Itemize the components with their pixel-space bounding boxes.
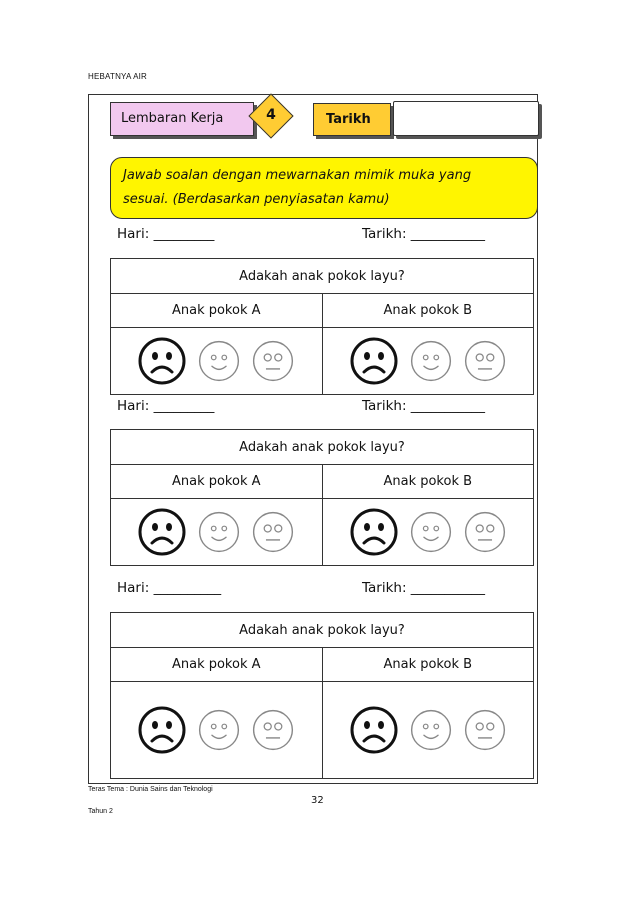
sad-face-icon[interactable] bbox=[137, 705, 187, 755]
date-field-3: Tarikh: ___________ bbox=[362, 580, 486, 596]
page-number: 32 bbox=[311, 795, 324, 806]
instruction-line-1: Jawab soalan dengan mewarnakan mimik muka yang bbox=[123, 168, 472, 183]
day-field-2: Hari: _________ bbox=[117, 398, 215, 414]
neutral-face-icon[interactable] bbox=[463, 339, 507, 383]
question-text: Adakah anak pokok layu? bbox=[111, 613, 534, 648]
footer-year: Tahun 2 bbox=[88, 808, 113, 815]
column-header-a: Anak pokok A bbox=[111, 648, 323, 682]
faces-cell-a bbox=[111, 328, 323, 395]
faces-cell-b bbox=[322, 328, 534, 395]
footer-theme: Teras Tema : Dunia Sains dan Teknologi bbox=[88, 786, 213, 793]
column-header-a: Anak pokok A bbox=[111, 465, 323, 499]
happy-face-icon[interactable] bbox=[197, 339, 241, 383]
sad-face-icon[interactable] bbox=[137, 507, 187, 557]
faces-cell-b bbox=[322, 682, 534, 779]
neutral-face-icon[interactable] bbox=[463, 510, 507, 554]
date-field-1: Tarikh: ___________ bbox=[362, 226, 486, 242]
worksheet-number: 4 bbox=[266, 107, 276, 123]
happy-face-icon[interactable] bbox=[197, 708, 241, 752]
neutral-face-icon[interactable] bbox=[251, 708, 295, 752]
neutral-face-icon[interactable] bbox=[251, 339, 295, 383]
happy-face-icon[interactable] bbox=[197, 510, 241, 554]
worksheet-label: Lembaran Kerja bbox=[110, 102, 254, 136]
happy-face-icon[interactable] bbox=[409, 510, 453, 554]
day-field-1: Hari: _________ bbox=[117, 226, 215, 242]
question-text: Adakah anak pokok layu? bbox=[111, 430, 534, 465]
instruction-line-2: sesuai. (Berdasarkan penyiasatan kamu) bbox=[123, 192, 390, 207]
instruction-box bbox=[110, 157, 538, 219]
date-field-2: Tarikh: ___________ bbox=[362, 398, 486, 414]
sad-face-icon[interactable] bbox=[349, 336, 399, 386]
date-label: Tarikh bbox=[313, 103, 391, 136]
day-field-3: Hari: __________ bbox=[117, 580, 222, 596]
faces-cell-b bbox=[322, 499, 534, 566]
column-header-b: Anak pokok B bbox=[322, 294, 534, 328]
sad-face-icon[interactable] bbox=[349, 507, 399, 557]
faces-cell-a bbox=[111, 499, 323, 566]
column-header-a: Anak pokok A bbox=[111, 294, 323, 328]
happy-face-icon[interactable] bbox=[409, 708, 453, 752]
column-header-b: Anak pokok B bbox=[322, 465, 534, 499]
neutral-face-icon[interactable] bbox=[251, 510, 295, 554]
date-input-box[interactable] bbox=[393, 101, 539, 136]
neutral-face-icon[interactable] bbox=[463, 708, 507, 752]
happy-face-icon[interactable] bbox=[409, 339, 453, 383]
sad-face-icon[interactable] bbox=[137, 336, 187, 386]
question-table-1 bbox=[110, 258, 534, 395]
question-table-3 bbox=[110, 612, 534, 779]
document-header: HEBATNYA AIR bbox=[88, 72, 148, 81]
question-text: Adakah anak pokok layu? bbox=[111, 259, 534, 294]
faces-cell-a bbox=[111, 682, 323, 779]
question-table-2 bbox=[110, 429, 534, 566]
column-header-b: Anak pokok B bbox=[322, 648, 534, 682]
sad-face-icon[interactable] bbox=[349, 705, 399, 755]
